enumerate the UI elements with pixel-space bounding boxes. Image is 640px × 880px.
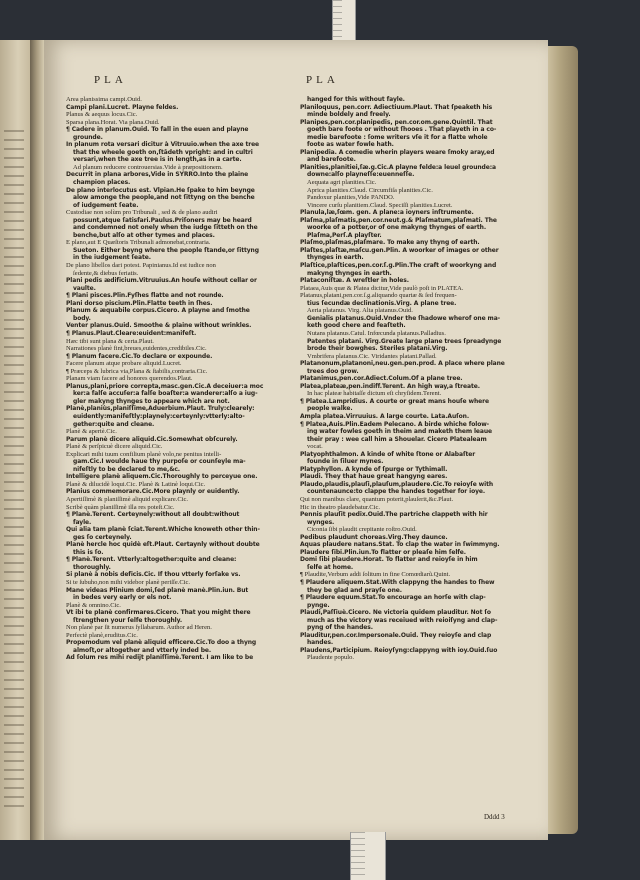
- entry-line: much as the victory was receiued with reioiſyng and clap-: [307, 616, 498, 624]
- entry-line: ¶ Cadere in planum.Ouid. To fall in the euen and playne: [66, 126, 249, 134]
- bleed-through-text: [4, 130, 24, 810]
- entry-line: Vincere curſu planitiem.Claud. Speciſſi planities.Lucret.: [307, 201, 453, 209]
- entry-line: ¶ Præceps & lubrica via,Plana & ſtabilis,contraria.Cic.: [66, 367, 208, 375]
- entry-line: ¶ Platea,Auis.Plin.Eadem Pelecano. A birde whiche folow-: [300, 420, 490, 428]
- entry-line: Plaſtice,plaſtices,pen.cor.ſ.g.Plin.The craft of woorkyng and: [300, 262, 497, 270]
- entry-line: Pandoxur planities,Vide PANDO.: [307, 194, 395, 202]
- entry-line: goeth bare foote or without ſhooes . That playeth in a co-: [307, 126, 497, 134]
- entry-line: Ampla platea.Virruuius. A large courte. Lata.Auſon.: [300, 412, 470, 420]
- entry-line: foote as water fowle hath.: [307, 141, 394, 149]
- entry-line: countenaunce:to clappe the handes together for ioye.: [307, 488, 486, 496]
- entry-line: Narrationes planè fint,breues,euidentes,credibiles.Cic.: [66, 345, 207, 353]
- entry-line: handes.: [307, 639, 334, 647]
- entry-line: ſtrengthen your ſelfe thoroughly.: [73, 616, 183, 624]
- entry-line: Platyphyllon. A kynde of ſpurge or Tythimall.: [300, 465, 448, 473]
- book-gutter: [30, 40, 44, 840]
- right-column: [300, 96, 536, 662]
- entry-line: gam.Cic.I woulde haue thy purpoſe or counſeyle ma-: [73, 458, 246, 466]
- entry-line: this is ſo.: [73, 548, 104, 556]
- entry-line: Pennis plauſit pedix.Ouid.The partriche clappeth with hir: [300, 511, 488, 519]
- entry-line: Planiloquus, pen.corr. Adiectiuum.Plaut. That ſpeaketh his: [300, 103, 493, 111]
- entry-line: of iudgement ſeate.: [73, 201, 139, 209]
- entry-line: in bedes very early or els not.: [73, 594, 172, 602]
- entry-line: fayle.: [73, 518, 92, 526]
- entry-line: Si te ſubuho,non mihi videbor planè periſſe.Cic.: [66, 579, 191, 586]
- entry-line: and condemned not onely when the iudge ſitteth on the: [73, 224, 258, 232]
- entry-line: Nutans platanus.Catul. Infœcunda platanus.Palladius.: [307, 329, 446, 337]
- entry-line: alow amonge the people,and not ſittyng on the benche: [73, 194, 255, 202]
- entry-line: Aquas plaudere natans.Stat. To clap the water in ſwimmyng.: [300, 541, 500, 549]
- entry-line: grounde.: [73, 133, 103, 141]
- entry-line: ſelfe at home.: [307, 563, 354, 571]
- entry-line: Plaſmo,plaſmas,plaſmare. To make any thyng of earth.: [300, 239, 480, 247]
- entry-line: pyng of the handes.: [307, 624, 373, 632]
- entry-line: Plaudens,Participium. Reioyſyng:clappyng with ioy.Ouid.ſuo: [300, 646, 498, 654]
- entry-line: possunt,atque ſatisfari.Paulus.Priſoners may be heard: [73, 216, 252, 224]
- entry-line: Platanonum,platanoni,neu.gen.pen.prod. A place where plane: [300, 360, 505, 368]
- entry-line: woorke of a potter,or of one makyng thynges of earth.: [307, 224, 487, 232]
- entry-line: Platanimus,pen.cor.Adiect.Colum.Of a plane tree.: [300, 375, 463, 383]
- entry-line: benche,but alſo at other tymes and places.: [73, 231, 215, 239]
- entry-line: ing water fowles goeth in theim and maketh them leaue: [307, 428, 492, 436]
- entry-line: gether:quite and cleane.: [73, 420, 155, 428]
- entry-line: wynges.: [307, 518, 335, 526]
- entry-line: downe:alſo playneſſe:euenneſſe.: [307, 171, 415, 179]
- entry-line: vocat.: [307, 443, 323, 451]
- entry-line: Apertiſſimè & planiſſimè aliquid explicare.Cic.: [66, 495, 189, 503]
- entry-line: Plataconiſtæ. A wreſtler in holes.: [300, 277, 409, 285]
- entry-line: in the iudgement ſeate.: [73, 254, 151, 262]
- entry-line: Planus & aequus locus.Cic.: [66, 111, 138, 119]
- entry-line: Planè & dilucidè loqui.Cic. Planè & Latinè loqui.Cic.: [66, 480, 206, 488]
- entry-line: ¶ Plani pisces.Plin.Fyſhes flatte and not rounde.: [66, 292, 224, 300]
- entry-line: Sueton. Either beyng where the people ſtande,or ſittyng: [73, 246, 259, 254]
- entry-line: trees doo grow.: [307, 367, 359, 375]
- entry-line: Ad planum reducere controuersias.Vide à præpositionem.: [73, 163, 223, 171]
- entry-line: Perfectè planè,eruditus.Cic.: [66, 631, 138, 639]
- entry-line: brode their bowghes. Steriles platani.Virg.: [307, 345, 448, 353]
- entry-line: Sparsa plana.Horat. Via plana.Ouid.: [66, 118, 160, 126]
- entry-line: Platea,plateæ,pen.indiff.Terent. An high way,a ſtreate.: [300, 382, 480, 390]
- page-block-edge: [548, 46, 578, 834]
- entry-line: euidently:manifeſtly:playnely:certeynly:vtterly:alto-: [73, 412, 245, 420]
- entry-line: Campi plani.Lucret. Playne feldes.: [66, 103, 179, 111]
- entry-line: ¶ Plaudere aliquem.Stat.With clappyng the handes to ſhew: [300, 579, 495, 586]
- entry-line: Planè,planiùs,planiſſime,Aduerbium.Plaut. Truly:clearely:: [66, 405, 255, 413]
- entry-line: Aequata agri planities.Cic.: [307, 179, 377, 187]
- entry-line: almoſt,or altogether and vtterly inded be.: [73, 646, 212, 654]
- entry-line: Hic in theatro plaudebatur.Cic.: [300, 503, 380, 511]
- running-head-left: PLA: [94, 74, 127, 86]
- entry-line: and barefoote.: [307, 156, 356, 164]
- entry-line: Planè & perſpicuè dicere aliquid.Cic.: [66, 443, 163, 451]
- entry-line: Planities,planitiei,ſæ.g.Cic.A playne felde:a leuel grounde:a: [300, 163, 496, 171]
- entry-line: thynges in earth.: [307, 254, 364, 262]
- entry-line: tius ſecundæ declinationis.Virg. A plane tree.: [307, 299, 457, 307]
- entry-line: Planum & æquabile corpus.Cicero. A playne and ſmothe: [66, 307, 250, 315]
- entry-line: hanged for this without fayle.: [307, 96, 405, 103]
- entry-line: vaulte.: [73, 284, 96, 292]
- entry-line: De plano libellos dari potest. Papinianus.Id est iudice non: [66, 262, 216, 270]
- entry-line: De plano interlocutus est. Vlpian.He ſpake to him beynge: [66, 186, 255, 194]
- entry-line: gler makyng thynges to appeare which are not.: [73, 397, 230, 405]
- entry-line: Ciconia ſibi plaudit crepitante roſtro.Ouid.: [307, 526, 417, 534]
- entry-line: ker:a falſe accuſer:a falſe boaſter:a wanderer:alſo a iug-: [73, 390, 258, 398]
- entry-line: champion places.: [73, 179, 131, 187]
- entry-line: Custodiae non solùm pro Tribunali , sed & de plano audiri: [66, 209, 218, 217]
- entry-line: they be glad and prayſe one.: [307, 586, 402, 594]
- entry-line: ſedente,& diebus feriatis.: [73, 269, 139, 277]
- signature-mark: Dddd 3: [484, 813, 505, 821]
- entry-line: Facere planum atque probare aliquid.Lucret.: [66, 360, 182, 368]
- entry-line: Plauditur,pen.cor.Impersonale.Ouid. They reioyſe and clap: [300, 631, 492, 639]
- entry-line: Parum planè dicere aliquid.Cic.Somewhat obſcurely.: [66, 435, 238, 443]
- entry-line: Plaudo,plaudis,plauſi,plauſum,plaudere.Cic.To reioyſe with: [300, 480, 494, 488]
- entry-line: Plaudi,Paſſiuè.Cicero. Ne victoria quidem plauditur. Not ſo: [300, 609, 491, 617]
- entry-line: Ad ſolum res mihi redijt planiſſimè.Terent. I am like to be: [66, 654, 254, 662]
- entry-line: people walke.: [307, 405, 353, 413]
- entry-line: Planus,plani,priore correpta,masc.gen.Cic.A deceiuer:a moc: [66, 382, 264, 390]
- entry-line: Domi ſibi plaudere.Horat. To flatter and reioyſe in him: [300, 556, 478, 564]
- entry-line: ¶ Planè.Terent. Certeynely:without all doubt:without: [66, 511, 240, 519]
- entry-line: Aeria platanus. Virg. Alta platanus.Ouid.: [307, 307, 413, 315]
- book-spread: [0, 40, 590, 840]
- entry-line: Hæc tibi sunt plana & certa.Plaut.: [66, 337, 154, 345]
- entry-line: Area planissima campi.Ouid.: [66, 96, 142, 103]
- entry-line: ¶ Platea.Lampridius. A courte or great mans houſe where: [300, 397, 489, 405]
- entry-line: Plani pedis ædificium.Vitruuius.An houſe without cellar or: [66, 277, 257, 285]
- entry-line: ¶ Planus.Plaut.Cleare:euident:manifeſt.: [66, 329, 197, 337]
- entry-line: Si planè à nobis deficis.Cic. If thou vtterly forſake vs.: [66, 571, 241, 579]
- entry-line: Platyophthalmon. A kinde of white ſtone or Alabaſter: [300, 450, 476, 458]
- entry-line: Planipes,pen.cor.planipedis, pen.cor.om.gene.Quintil. That: [300, 118, 493, 126]
- entry-line: Pedibus plaudunt choreas.Virg.They daunce.: [300, 533, 448, 541]
- entry-line: body.: [73, 314, 91, 322]
- entry-line: Plaudi. They that haue great hangyng eares.: [300, 473, 448, 481]
- entry-line: versari,when the axe tree is in length,as in a carte.: [73, 156, 242, 164]
- entry-line: that the wheele goeth on,ſtādeth vpright: and in cultri: [73, 148, 253, 156]
- entry-line: E plano,aut E Quæſtoris Tribunali admonebat,contraria.: [66, 239, 211, 247]
- entry-line: ¶ Plaudere equum.Stat.To encourage an horſe with clap-: [300, 594, 486, 602]
- entry-line: nifeſtly to be declared to me,&c.: [73, 465, 180, 473]
- entry-line: Planè & apertè.Cic.: [66, 428, 117, 436]
- entry-line: In hac plateæ habitaſſe dictum eſt chryſidem.Terent.: [307, 390, 442, 398]
- entry-line: Aprica planities.Claud. Circumfiſa planities.Cic.: [307, 186, 433, 194]
- entry-line: thoroughly.: [73, 563, 111, 571]
- entry-line: Non planè par ſit numerus ſyllabarum. Author ad Heren.: [66, 624, 212, 632]
- entry-line: Decurrit in plana arbores,Vide in SYRRO.Into the plaine: [66, 171, 249, 179]
- entry-line: Propemodum vel planè aliquid efficere.Cic.To doo a thyng: [66, 639, 257, 647]
- left-column: [66, 96, 292, 662]
- entry-line: minde boldely and freely.: [307, 111, 391, 119]
- entry-line: founde in ſiluer mynes.: [307, 458, 384, 466]
- entry-line: Genialis platanus.Ouid.Vnder the ſhadowe wherof one ma-: [307, 314, 501, 322]
- entry-line: Planius commemorare.Cic.More playnly or euidently.: [66, 488, 240, 496]
- entry-line: Platanus,platani,pen.cor.ſ.g.aliquando quartæ & ſed frequen-: [300, 292, 457, 300]
- entry-line: ges ſo certeynely.: [73, 533, 132, 541]
- entry-line: In planum rota versari dicitur à Vitruuio.when the axe tree: [66, 141, 260, 149]
- entry-line: Plaſtes,plaſtæ,maſcu.gen.Plin. A woorker of images or other: [300, 246, 499, 254]
- entry-line: Qui non manibus clare, quantum poterit,plauſerit,&c.Plaut.: [300, 495, 454, 503]
- facing-page-edge: [0, 40, 31, 840]
- entry-line: Explicari mihi tuum confilium planè volo,ne penitus intelli-: [66, 450, 222, 458]
- entry-line: Scribè quàm planiſſimè illa res poteſt.Cic.: [66, 503, 175, 511]
- entry-line: Vt ibi te planè confirmares.Cicero. That you might there: [66, 609, 251, 617]
- entry-line: Mane videas Plinium domi,ſed planè manè.Plin.iun. But: [66, 586, 249, 594]
- entry-line: Plaſma,plaſmatis,pen.cor.neut.g.& Plaſmatum,plaſmati. The: [300, 216, 497, 224]
- entry-line: their pray : wee call him a Shouelar. Cicero Platealeam: [307, 435, 487, 443]
- entry-line: Planula,læ,ſœm. gen. A plane:a ioyners inſtrumente.: [300, 209, 474, 217]
- entry-line: Plaudente populo.: [307, 654, 354, 662]
- entry-line: Plaſma,Perſ.A playſter.: [307, 231, 382, 239]
- entry-line: Plaudere ſibi.Plin.iun.To flatter or pleaſe him ſelfe.: [300, 548, 466, 556]
- entry-line: Plataea,Auis quæ & Platea dicitur,Vide paulò poſt in PLATEA.: [300, 284, 464, 292]
- scale-ruler-bottom: [350, 832, 386, 880]
- entry-line: Venter planus.Ouid. Smoothe & plaine without wrinkles.: [66, 322, 252, 330]
- entry-line: Patentes platani. Virg.Greate large plane trees ſpreadynge: [307, 337, 502, 345]
- entry-line: Plani dorso piscium.Plin.Flatte teeth in ſhes.: [66, 299, 213, 307]
- entry-line: ¶ Plaudite,Verbum addi ſolitum in fine Comœdiarũ.Quint.: [300, 571, 451, 579]
- entry-line: medie barefoote : ſome writers vſe it for a flatte whole: [307, 133, 488, 141]
- entry-line: ¶ Planum facere.Cic.To declare or expounde.: [66, 352, 213, 360]
- entry-line: keth good chere and feaſteth.: [307, 322, 406, 330]
- entry-line: Intelligere planè aliquem.Cic.Thoroughly to perceyue one.: [66, 473, 258, 481]
- entry-line: Planè & omnino.Cic.: [66, 601, 121, 609]
- running-head-right: PLA: [306, 74, 339, 86]
- entry-line: Planipedia. A comedie wherin players weare ſmoky aray,ed: [300, 148, 495, 156]
- entry-line: pynge.: [307, 601, 330, 609]
- entry-line: Qui alia tam planè ſciat.Terent.Whiche knoweth other thin-: [66, 526, 260, 534]
- entry-line: makyng thynges in earth.: [307, 269, 392, 277]
- entry-line: Planam viam facere ad honores querendos.Plaut.: [66, 375, 193, 383]
- entry-line: ¶ Planè.Terent. Vtterly:altogether:quite and cleane:: [66, 556, 237, 564]
- dictionary-page: [44, 40, 548, 840]
- entry-line: Planè hercle hoc quidè eſt.Plaut. Certaynly without doubte: [66, 541, 260, 549]
- entry-line: Vmbrifera platanus.Cic. Viridantes platani.Pallad.: [307, 352, 437, 360]
